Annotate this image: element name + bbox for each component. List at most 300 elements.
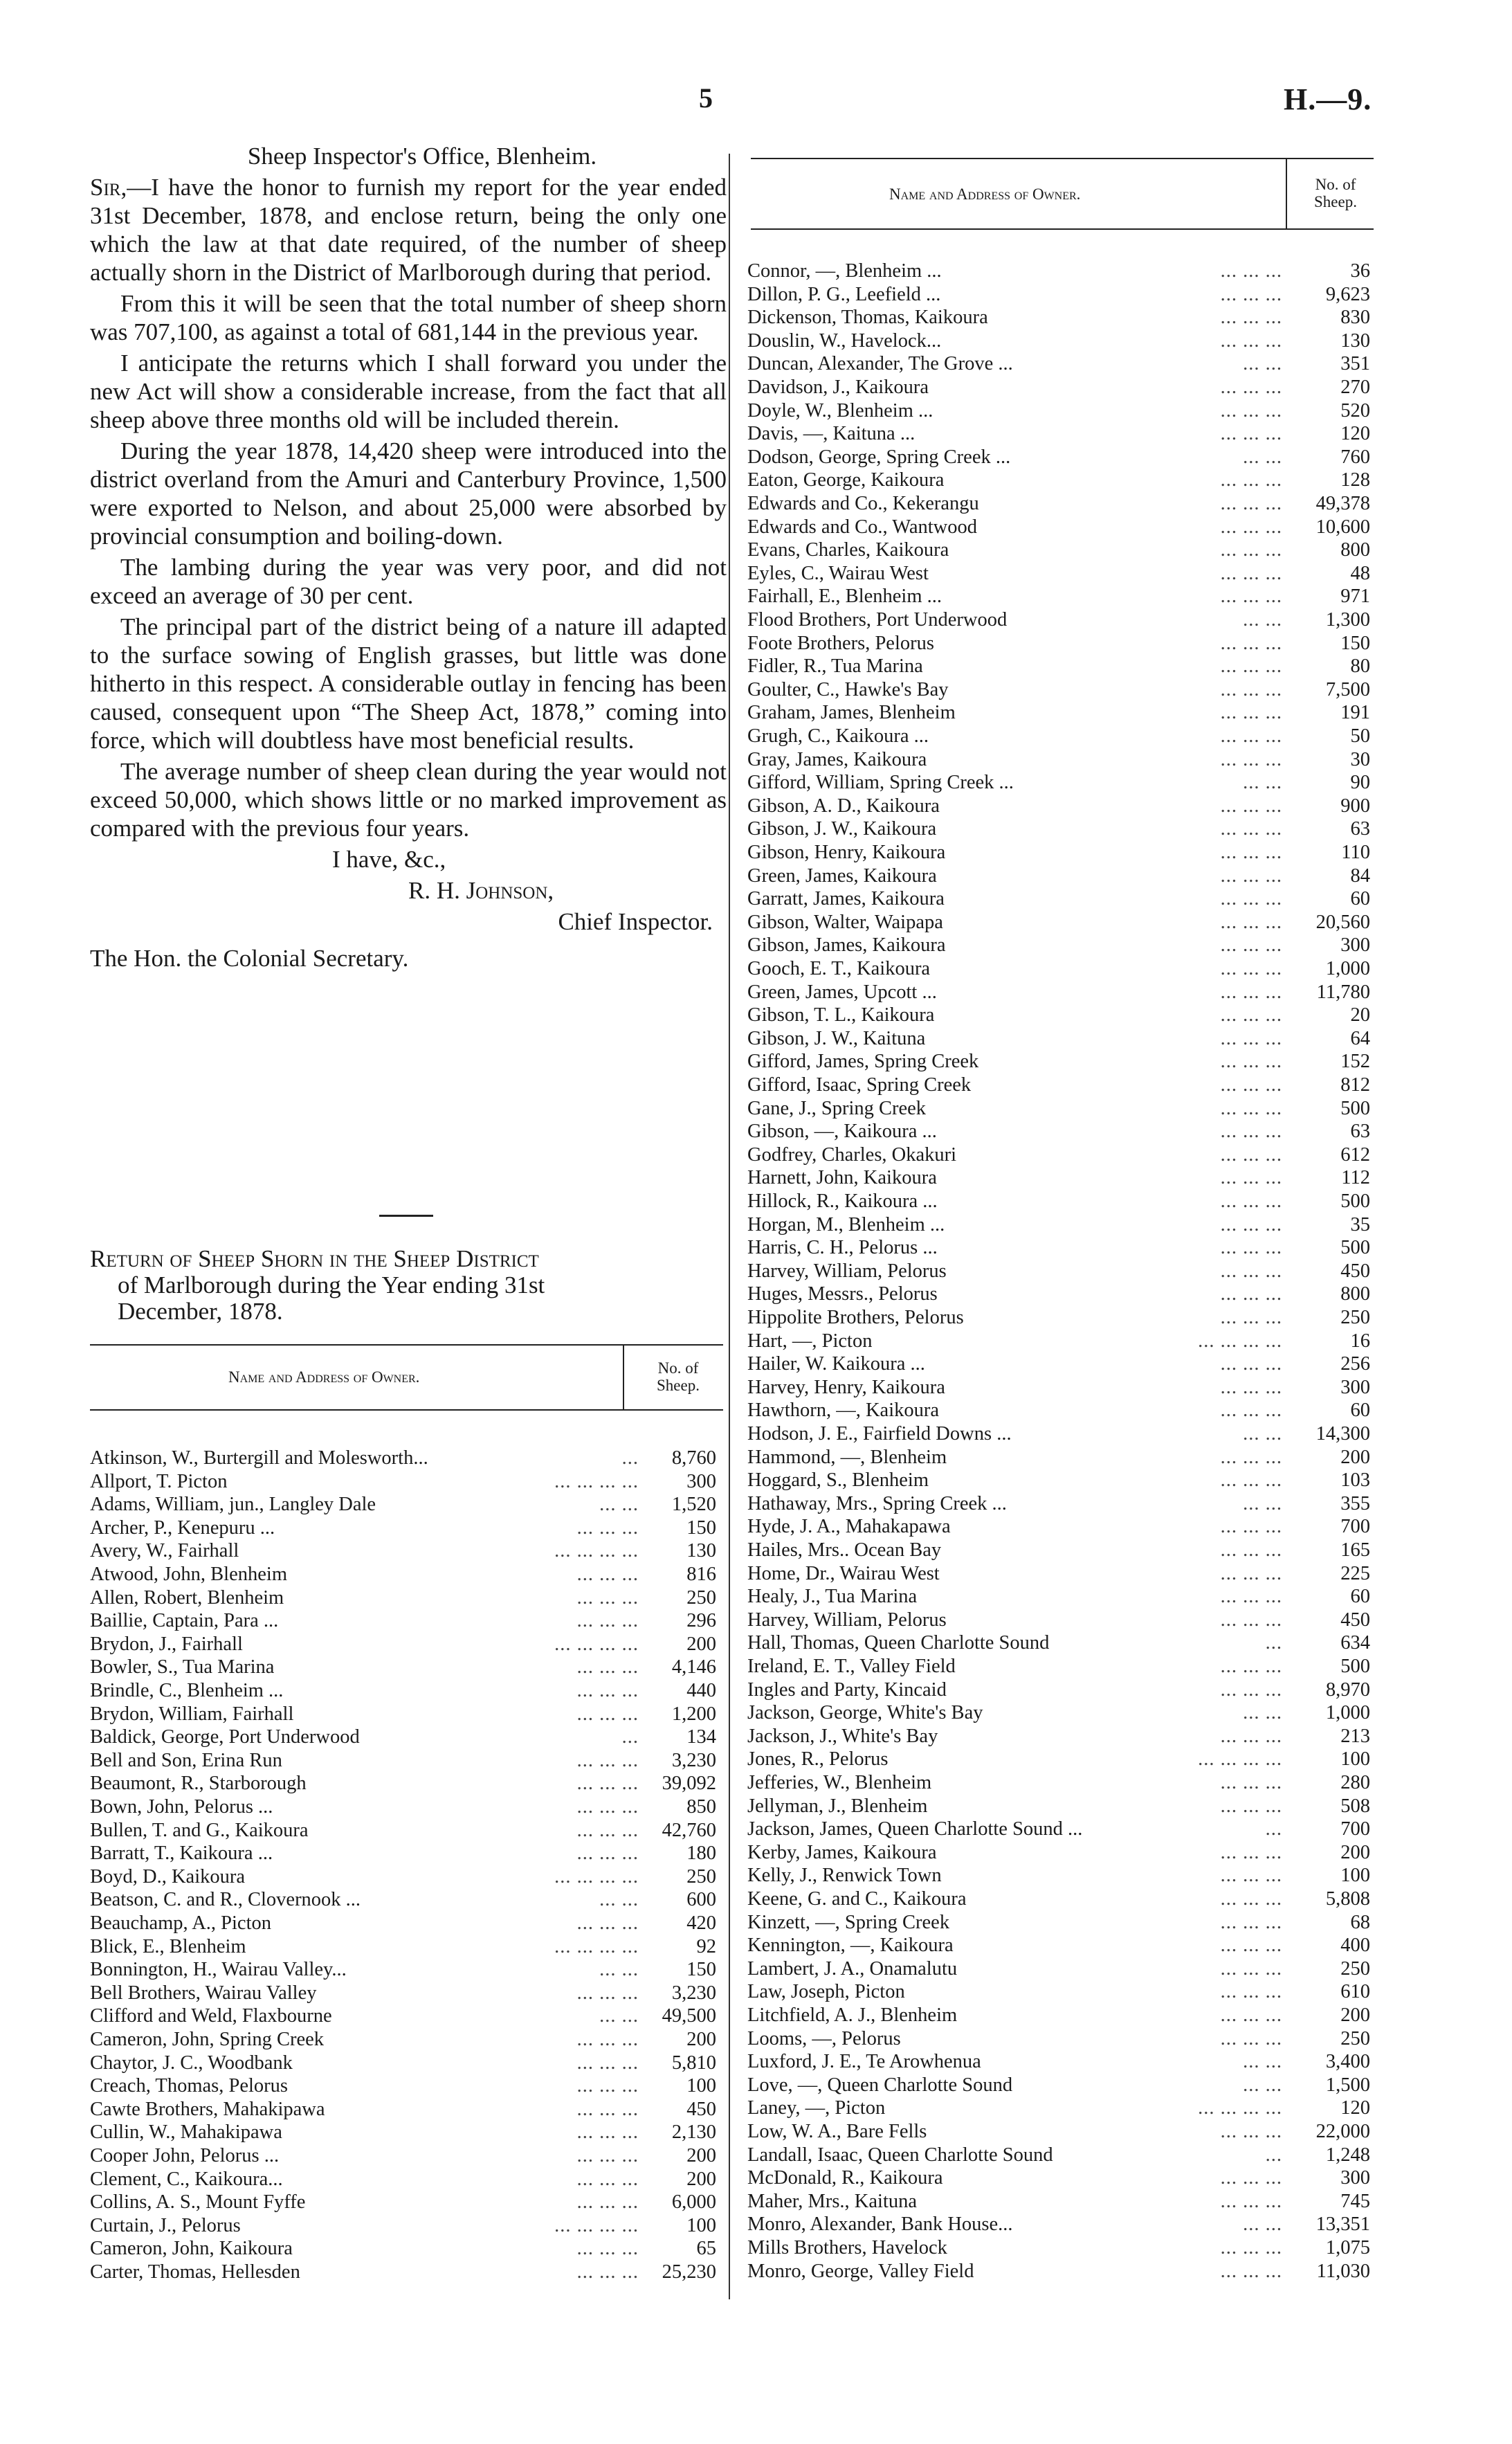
owner-name: Baldick, George, Port Underwood [90, 1726, 360, 1748]
leader-dots: ... ... ... [576, 2145, 639, 2166]
owner-name: Cawte Brothers, Mahakipawa [90, 2098, 325, 2120]
table-row [747, 422, 1374, 445]
leader-dots: ... [1265, 1818, 1282, 1840]
leader-dots: ... ... ... [1220, 2027, 1282, 2049]
leader-dots: ... ... ... [576, 1843, 639, 1865]
sheep-count: 16 [1350, 1330, 1370, 1352]
leader-dots: ... ... ... ... [1198, 1330, 1282, 1352]
table-row [90, 2237, 723, 2260]
left-header-name: Name and Address of Owner. [228, 1368, 420, 1386]
sheep-count: 35 [1350, 1213, 1370, 1235]
table-row [747, 1306, 1374, 1329]
sheep-count: 65 [696, 2238, 716, 2260]
sheep-count: 830 [1340, 307, 1370, 329]
owner-name: Gooch, E. T., Kaikoura [747, 958, 931, 979]
table-row [747, 283, 1374, 306]
table-row [747, 1818, 1374, 1840]
sheep-count: 134 [686, 1726, 716, 1748]
table-row [747, 1585, 1374, 1608]
owner-name: Edwards and Co., Kekerangu [747, 493, 979, 514]
table-row [747, 1004, 1374, 1026]
table-row [747, 1399, 1374, 1422]
table-row [747, 1795, 1374, 1818]
leader-dots: ... [621, 1726, 639, 1748]
leader-dots: ... [1265, 2144, 1282, 2166]
table-row [90, 1888, 723, 1911]
table-row [747, 1097, 1374, 1120]
leader-dots: ... ... ... [1220, 2260, 1282, 2282]
table-row [90, 2052, 723, 2074]
leader-dots: ... ... ... [1220, 1283, 1282, 1305]
sheep-count: 4,146 [671, 1656, 716, 1678]
owner-name: Ireland, E. T., Valley Field [747, 1656, 956, 1677]
leader-dots: ... ... ... [1220, 307, 1282, 329]
owner-name: Harvey, William, Pelorus [747, 1260, 947, 1282]
leader-dots: ... ... ... [1220, 1795, 1282, 1817]
leader-dots: ... ... ... [576, 1749, 639, 1771]
sheep-count: 191 [1340, 702, 1370, 724]
sheep-count: 800 [1340, 539, 1370, 561]
table-row [747, 981, 1374, 1004]
table-row [90, 1726, 723, 1748]
leader-dots: ... ... ... [1220, 399, 1282, 422]
sheep-count: 7,500 [1325, 678, 1370, 700]
owner-name: Doyle, W., Blenheim ... [747, 399, 933, 422]
sheep-count: 500 [1340, 1097, 1370, 1119]
table-row [747, 1539, 1374, 1562]
table-row [747, 1911, 1374, 1934]
table-row [90, 1517, 723, 1539]
owner-name: Fairhall, E., Blenheim ... [747, 586, 942, 608]
leader-dots: ... ... [599, 1494, 639, 1516]
leader-dots: ... ... ... [1220, 1772, 1282, 1793]
sheep-count: 60 [1350, 888, 1370, 910]
owner-name: Harvey, Henry, Kaikoura [747, 1376, 945, 1398]
sheep-count: 128 [1340, 469, 1370, 491]
table-row [90, 1958, 723, 1981]
leader-dots: ... ... ... [576, 1680, 639, 1701]
leader-dots: ... ... ... [576, 1656, 639, 1678]
leader-dots: ... ... [599, 2005, 639, 2027]
sheep-count: 25,230 [662, 2261, 716, 2283]
sheep-count: 30 [1350, 748, 1370, 770]
sheep-count: 49,500 [662, 2005, 716, 2027]
owner-name: Cameron, John, Spring Creek [90, 2029, 324, 2050]
owner-name: Monro, George, Valley Field [747, 2260, 974, 2282]
sheep-count: 500 [1340, 1656, 1370, 1677]
sheep-count: 5,810 [671, 2052, 716, 2074]
leader-dots: ... ... ... [1220, 981, 1282, 1003]
owner-name: Landall, Isaac, Queen Charlotte Sound [747, 2144, 1053, 2166]
sheep-count: 48 [1350, 562, 1370, 584]
sheep-count: 130 [1340, 329, 1370, 352]
leader-dots: ... ... ... [1220, 934, 1282, 957]
owner-name: Low, W. A., Bare Fells [747, 2121, 927, 2142]
table-row [747, 1213, 1374, 1236]
owner-name: Hall, Thomas, Queen Charlotte Sound [747, 1632, 1050, 1654]
owner-name: Creach, Thomas, Pelorus [90, 2075, 289, 2097]
table-row [90, 1470, 723, 1493]
sheep-count: 36 [1350, 260, 1370, 282]
leader-dots: ... ... ... [1220, 1167, 1282, 1189]
sheep-count: 296 [686, 1610, 716, 1632]
leader-dots: ... ... ... [1220, 1237, 1282, 1259]
owner-name: Collins, A. S., Mount Fyffe [90, 2191, 306, 2214]
leader-dots: ... ... ... [576, 2191, 639, 2214]
owner-name: Bell Brothers, Wairau Valley [90, 1982, 317, 2004]
right-header-separator [1286, 159, 1287, 228]
right-header-sheep: No. of Sheep. [1314, 176, 1357, 210]
sheep-count: 600 [686, 1889, 716, 1911]
sheep-count: 8,760 [671, 1447, 716, 1469]
sheep-count: 200 [1340, 2004, 1370, 2026]
table-row [747, 701, 1374, 724]
owner-name: Cooper John, Pelorus ... [90, 2145, 280, 2166]
leader-dots: ... ... ... [1220, 911, 1282, 933]
leader-dots: ... ... [1243, 353, 1282, 375]
leader-dots: ... ... [1243, 1423, 1282, 1445]
sheep-count: 165 [1340, 1539, 1370, 1561]
owner-name: Gifford, James, Spring Creek [747, 1051, 979, 1073]
table-row [90, 2144, 723, 2167]
leader-dots: ... ... ... [1220, 2121, 1282, 2142]
leader-dots: ... ... ... [1220, 1911, 1282, 1933]
sheep-count: 42,760 [662, 1819, 716, 1841]
sheep-count: 103 [1340, 1469, 1370, 1492]
leader-dots: ... ... ... [576, 1796, 639, 1818]
leader-dots: ... ... ... [1220, 818, 1282, 840]
owner-name: Ingles and Party, Kincaid [747, 1678, 947, 1701]
leader-dots: ... ... ... [576, 1703, 639, 1725]
sheep-count: 270 [1340, 377, 1370, 398]
leader-dots: ... ... ... [576, 1819, 639, 1841]
sheep-count: 112 [1341, 1167, 1370, 1189]
owner-name: McDonald, R., Kaikoura [747, 2167, 943, 2189]
sheep-count: 760 [1340, 446, 1370, 468]
sheep-count: 11,780 [1316, 981, 1370, 1003]
leader-dots: ... ... ... [1220, 1121, 1282, 1143]
owner-name: Hippolite Brothers, Pelorus [747, 1307, 964, 1328]
table-row [747, 865, 1374, 887]
table-row [747, 2144, 1374, 2166]
owner-name: Mills Brothers, Havelock [747, 2237, 947, 2259]
leader-dots: ... ... ... [576, 2029, 639, 2050]
sheep-count: 14,300 [1315, 1423, 1370, 1445]
letter-para-6: The principal part of the district being of a nature ill adapted to the surface sowing of English grasses, but little was done hitherto in this respect. A considerable outlay in fencing has been caused, consequent upon “The Sheep Act, 1878,” coming into force, which will doubtless have most beneficial results. [90, 613, 727, 754]
table-row [747, 1701, 1374, 1724]
letter-para-4: During the year 1878, 14,420 sheep were introduced into the district overland from the Amuri and Canterbury Province, 1,500 were exported to Nelson, and about 25,000 were absorbed by provincial consumption and boiling-down. [90, 437, 727, 550]
owner-name: Hailes, Mrs.. Ocean Bay [747, 1539, 942, 1561]
leader-dots: ... ... ... [576, 2121, 639, 2144]
table-row [747, 516, 1374, 538]
table-row [90, 1539, 723, 1562]
table-row [747, 1352, 1374, 1375]
leader-dots: ... ... ... [576, 2168, 639, 2190]
table-row [90, 1865, 723, 1888]
sheep-count: 971 [1340, 586, 1370, 608]
leader-dots: ... ... ... ... [554, 1470, 639, 1492]
sheep-count: 150 [686, 1517, 716, 1539]
owner-name: Evans, Charles, Kaikoura [747, 539, 949, 561]
owner-name: Godfrey, Charles, Okakuri [747, 1143, 957, 1166]
table-row [90, 2214, 723, 2237]
leader-dots: ... ... ... [576, 1982, 639, 2004]
sheep-count: 300 [686, 1470, 716, 1492]
sheep-count: 250 [686, 1586, 716, 1609]
letter-para-7: The average number of sheep clean during the year would not exceed 50,000, which shows little or no marked improvement as compared with the previous four years. [90, 758, 727, 842]
table-row [90, 1633, 723, 1656]
leader-dots: ... ... ... [576, 2075, 639, 2097]
sheep-count: 700 [1340, 1818, 1370, 1840]
owner-name: Adams, William, jun., Langley Dale [90, 1494, 376, 1516]
leader-dots: ... ... ... [1220, 1841, 1282, 1863]
owner-name: Hoggard, S., Blenheim [747, 1469, 929, 1492]
sheep-count: 200 [686, 2168, 716, 2190]
table-row [747, 1120, 1374, 1143]
table-row [747, 1980, 1374, 2003]
owner-name: Blick, E., Blenheim [90, 1935, 246, 1957]
sheep-count: 150 [686, 1959, 716, 1981]
leader-dots: ... ... [1243, 2074, 1282, 2096]
table-row [747, 1236, 1374, 1259]
sheep-count: 500 [1340, 1237, 1370, 1259]
return-title-line-2: of Marlborough during the Year ending 31st [118, 1271, 545, 1298]
leader-dots: ... ... ... [576, 1517, 639, 1539]
table-row [90, 1679, 723, 1702]
sheep-count: 300 [1340, 2167, 1370, 2189]
sheep-count: 1,500 [1325, 2074, 1370, 2096]
leader-dots: ... ... ... [1220, 2167, 1282, 2189]
sheep-count: 900 [1340, 795, 1370, 817]
return-title [90, 1246, 727, 1325]
table-row [90, 1912, 723, 1935]
table-row [90, 2261, 723, 2283]
owner-name: Gibson, J. W., Kaikoura [747, 818, 937, 840]
leader-dots: ... ... ... [1220, 1004, 1282, 1026]
owner-name: Dillon, P. G., Leefield ... [747, 283, 941, 305]
sheep-count: 1,300 [1325, 609, 1370, 631]
owner-name: Hart, —, Picton [747, 1330, 873, 1352]
table-row [747, 2074, 1374, 2097]
sheep-count: 745 [1340, 2190, 1370, 2212]
sheep-count: 1,248 [1325, 2144, 1370, 2166]
sheep-count: 80 [1350, 655, 1370, 678]
table-row [747, 632, 1374, 655]
leader-dots: ... ... ... [1220, 1586, 1282, 1608]
sheep-count: 1,200 [671, 1703, 716, 1725]
owner-name: Graham, James, Blenheim [747, 702, 956, 724]
owner-name: Edwards and Co., Wantwood [747, 516, 978, 538]
owner-name: Bell and Son, Erina Run [90, 1749, 282, 1771]
sheep-count: 200 [686, 1633, 716, 1655]
leader-dots: ... ... ... [1220, 1516, 1282, 1538]
table-row [90, 2098, 723, 2121]
sheep-count: 850 [686, 1796, 716, 1818]
owner-name: Fidler, R., Tua Marina [747, 655, 923, 678]
owner-name: Green, James, Upcott ... [747, 981, 937, 1003]
sheep-count: 200 [686, 2029, 716, 2050]
owner-name: Gifford, Isaac, Spring Creek [747, 1074, 972, 1096]
owner-name: Jackson, J., White's Bay [747, 1725, 938, 1747]
owner-name: Kelly, J., Renwick Town [747, 1865, 942, 1887]
table-row [747, 1422, 1374, 1445]
owner-name: Eyles, C., Wairau West [747, 562, 929, 584]
owner-name: Love, —, Queen Charlotte Sound [747, 2074, 1013, 2096]
sheep-count: 450 [1340, 1609, 1370, 1631]
owner-name: Gibson, A. D., Kaikoura [747, 795, 940, 817]
owner-name: Brindle, C., Blenheim ... [90, 1680, 284, 1701]
table-row [747, 1469, 1374, 1492]
table-row [747, 1562, 1374, 1585]
leader-dots: ... ... ... [1220, 1469, 1282, 1492]
table-row [747, 725, 1374, 748]
leader-dots: ... ... ... [1220, 283, 1282, 305]
sheep-count: 90 [1350, 772, 1370, 794]
owner-name: Lambert, J. A., Onamalutu [747, 1957, 958, 1980]
sheep-count: 1,520 [671, 1494, 716, 1516]
owner-name: Hailer, W. Kaikoura ... [747, 1353, 925, 1375]
sheep-count: 11,030 [1316, 2260, 1370, 2282]
leader-dots: ... ... ... [576, 2261, 639, 2283]
owner-name: Eaton, George, Kaikoura [747, 469, 945, 491]
table-row [747, 2213, 1374, 2236]
letter-office-line: Sheep Inspector's Office, Blenheim. [247, 143, 597, 170]
table-row [747, 795, 1374, 817]
table-row [747, 1609, 1374, 1631]
leader-dots: ... ... ... [1220, 1074, 1282, 1096]
owner-name: Hodson, J. E., Fairfield Downs ... [747, 1423, 1012, 1445]
leader-dots: ... [621, 1447, 639, 1469]
leader-dots: ... ... ... [1220, 795, 1282, 817]
owner-name: Huges, Messrs., Pelorus [747, 1283, 938, 1305]
table-row [747, 748, 1374, 771]
table-row [747, 1934, 1374, 1957]
owner-name: Davidson, J., Kaikoura [747, 377, 929, 398]
table-row [747, 1748, 1374, 1771]
sheep-count: 20 [1350, 1004, 1370, 1026]
sheep-count: 440 [686, 1680, 716, 1701]
leader-dots: ... ... ... [1220, 725, 1282, 747]
table-row [747, 2004, 1374, 2027]
sheep-count: 8,970 [1325, 1678, 1370, 1701]
owner-name: Jellyman, J., Blenheim [747, 1795, 928, 1817]
table-row [747, 1678, 1374, 1701]
owner-name: Law, Joseph, Picton [747, 1981, 905, 2003]
table-row [747, 399, 1374, 422]
table-row [747, 1841, 1374, 1864]
leader-dots: ... ... ... [1220, 1213, 1282, 1235]
leader-dots: ... ... ... [1220, 562, 1282, 584]
table-row [747, 1446, 1374, 1469]
table-row [90, 1819, 723, 1842]
table-row [90, 1842, 723, 1865]
owner-name: Harnett, John, Kaikoura [747, 1167, 937, 1189]
owner-name: Gibson, Walter, Waipapa [747, 911, 943, 933]
owner-name: Garratt, James, Kaikoura [747, 888, 945, 910]
table-row [747, 352, 1374, 375]
right-table-header [751, 158, 1374, 230]
owner-name: Home, Dr., Wairau West [747, 1562, 940, 1584]
leader-dots: ... ... ... ... [1198, 2097, 1282, 2119]
table-row [747, 2050, 1374, 2073]
leader-dots: ... ... ... [1220, 586, 1282, 608]
table-row [747, 1492, 1374, 1515]
table-row [90, 1586, 723, 1609]
leader-dots: ... ... ... ... [554, 1540, 639, 1562]
owner-name: Monro, Alexander, Bank House... [747, 2214, 1013, 2236]
leader-dots: ... ... ... [1220, 260, 1282, 282]
owner-name: Bown, John, Pelorus ... [90, 1796, 273, 1818]
owner-name: Beatson, C. and R., Clovernook ... [90, 1889, 361, 1911]
owner-name: Bonnington, H., Wairau Valley... [90, 1959, 347, 1981]
leader-dots: ... ... [1243, 1492, 1282, 1514]
table-row [747, 585, 1374, 608]
leader-dots: ... ... ... [1220, 329, 1282, 352]
table-row [90, 1749, 723, 1772]
owner-name: Green, James, Kaikoura [747, 865, 937, 887]
owner-name: Harris, C. H., Pelorus ... [747, 1237, 938, 1259]
sheep-count: 200 [1340, 1841, 1370, 1863]
table-row [90, 1656, 723, 1678]
return-title-line-3: December, 1878. [118, 1298, 283, 1325]
table-row [90, 2191, 723, 2214]
owner-name: Looms, —, Pelorus [747, 2027, 901, 2049]
leader-dots: ... ... ... [576, 1610, 639, 1632]
left-header-separator [623, 1346, 624, 1409]
table-row [90, 1935, 723, 1958]
left-header-sheep: No. of Sheep. [657, 1359, 700, 1394]
table-row [747, 562, 1374, 585]
owner-name: Cullin, W., Mahakipawa [90, 2121, 282, 2144]
owner-name: Hathaway, Mrs., Spring Creek ... [747, 1492, 1007, 1514]
owner-name: Atwood, John, Blenheim [90, 1564, 287, 1585]
leader-dots: ... ... ... [1220, 1446, 1282, 1468]
table-row [747, 911, 1374, 934]
table-row [747, 1143, 1374, 1166]
leader-dots: ... ... ... ... [1198, 1748, 1282, 1771]
sheep-count: 816 [686, 1564, 716, 1585]
section-divider [379, 1215, 433, 1217]
leader-dots: ... ... ... [1220, 2004, 1282, 2026]
table-row [747, 2097, 1374, 2119]
owner-name: Gane, J., Spring Creek [747, 1097, 927, 1119]
table-row [747, 934, 1374, 957]
owner-name: Jefferies, W., Blenheim [747, 1772, 932, 1793]
sheep-count: 3,230 [671, 1982, 716, 2004]
owner-name: Allport, T. Picton [90, 1470, 228, 1492]
table-row [90, 1563, 723, 1586]
leader-dots: ... ... ... ... [554, 1633, 639, 1655]
owner-name: Gibson, T. L., Kaikoura [747, 1004, 935, 1026]
sheep-count: 130 [686, 1540, 716, 1562]
sheep-count: 60 [1350, 1586, 1370, 1608]
leader-dots: ... ... ... [576, 1912, 639, 1934]
leader-dots: ... ... [1243, 772, 1282, 794]
sheep-count: 1,000 [1325, 958, 1370, 979]
letter-addressee: The Hon. the Colonial Secretary. [90, 945, 409, 972]
leader-dots: ... ... ... [1220, 702, 1282, 724]
owner-name: Douslin, W., Havelock... [747, 329, 942, 352]
owner-name: Clifford and Weld, Flaxbourne [90, 2005, 332, 2027]
leader-dots: ... ... ... [1220, 1678, 1282, 1701]
table-row [747, 1027, 1374, 1050]
owner-name: Clement, C., Kaikoura... [90, 2168, 283, 2190]
sheep-count: 68 [1350, 1911, 1370, 1933]
table-row [90, 1795, 723, 1818]
leader-dots: ... ... ... [1220, 1981, 1282, 2003]
sheep-count: 120 [1340, 2097, 1370, 2119]
sheep-count: 800 [1340, 1283, 1370, 1305]
